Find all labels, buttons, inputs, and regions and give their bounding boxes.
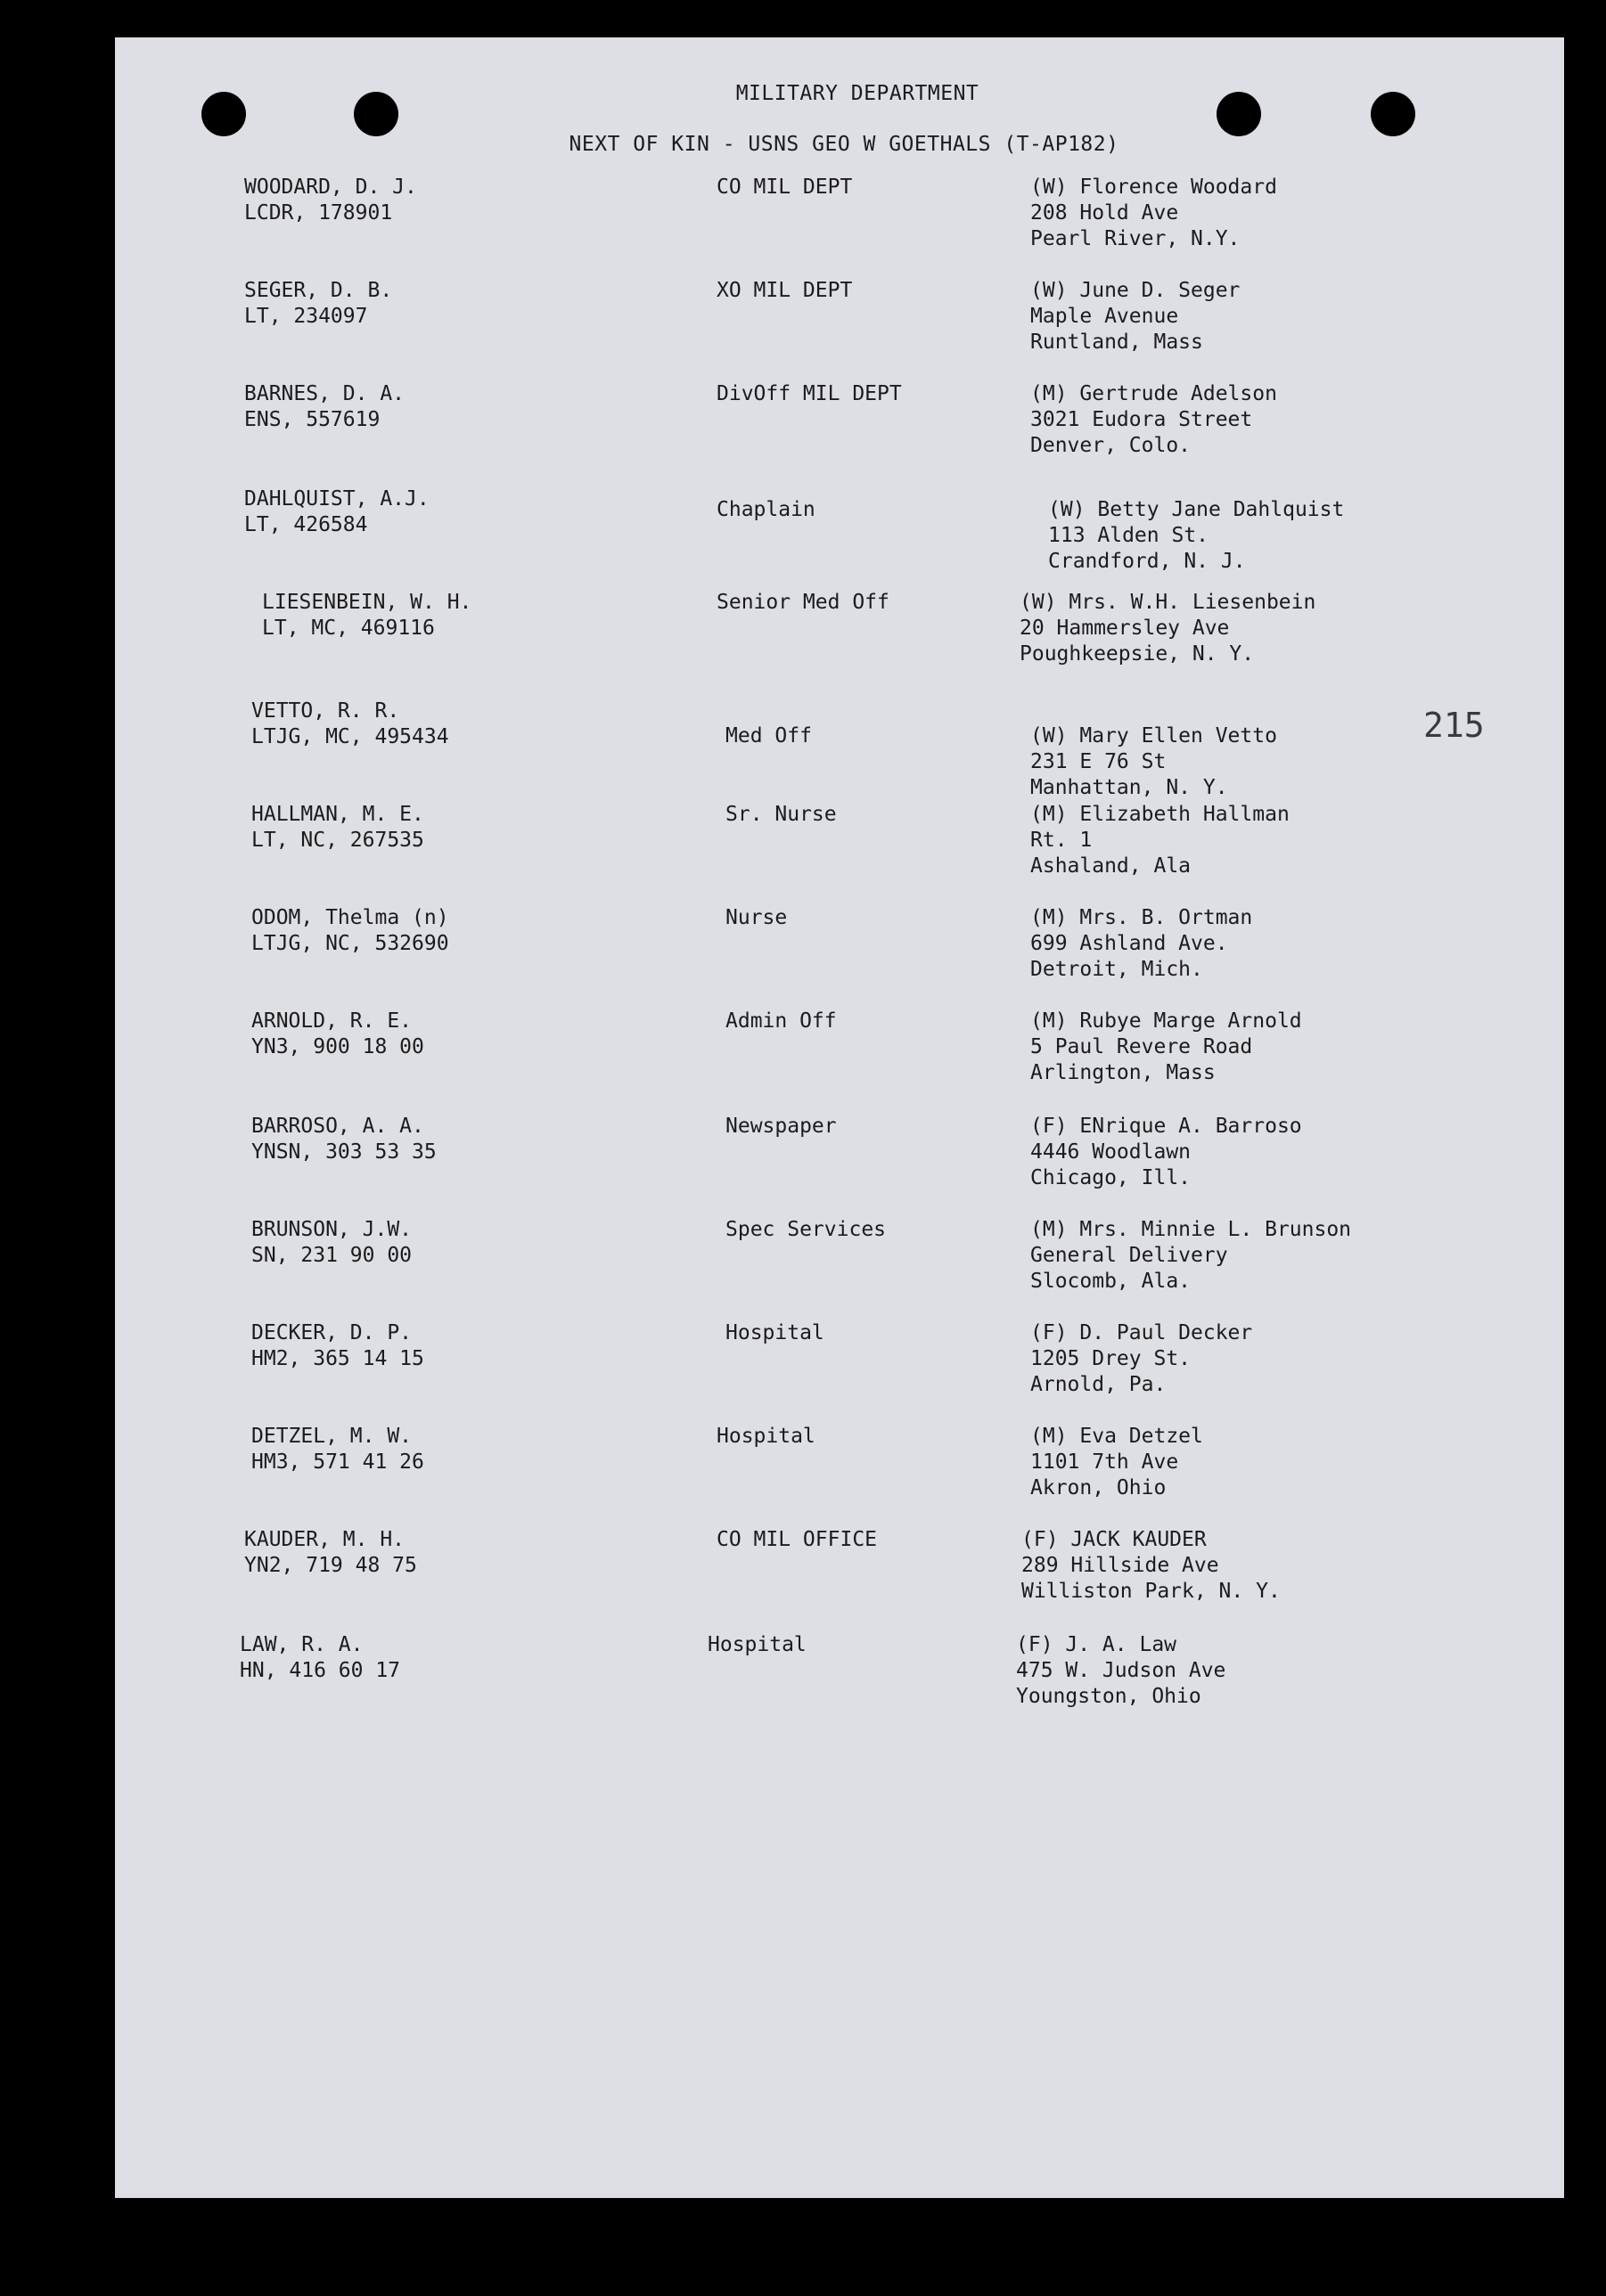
document-page bbox=[115, 37, 1564, 2198]
service-member-name bbox=[251, 1217, 412, 1269]
page-number: 215 bbox=[1423, 706, 1485, 745]
billet-position: Hospital bbox=[717, 1425, 815, 1448]
service-member-name bbox=[251, 1114, 437, 1165]
billet-position: CO MIL DEPT bbox=[717, 176, 853, 199]
next-of-kin-address bbox=[1030, 1424, 1203, 1501]
kin-address-line: Akron, Ohio bbox=[1030, 1476, 1167, 1499]
table-row bbox=[115, 486, 1564, 584]
kin-name-line: (M) Rubye Marge Arnold bbox=[1030, 1009, 1302, 1033]
billet-position: Hospital bbox=[725, 1321, 824, 1344]
kin-address-line: Chicago, Ill. bbox=[1030, 1166, 1192, 1189]
kin-address-line: Crandford, N. J. bbox=[1048, 550, 1246, 573]
table-row bbox=[115, 1320, 1564, 1418]
billet-position: Sr. Nurse bbox=[725, 803, 837, 826]
kin-address-line: 475 W. Judson Ave bbox=[1016, 1659, 1226, 1682]
table-row bbox=[115, 699, 1564, 797]
table-row bbox=[115, 278, 1564, 376]
next-of-kin-address bbox=[1020, 590, 1315, 667]
kin-address-line: Williston Park, N. Y. bbox=[1021, 1580, 1281, 1603]
kin-address-line: Denver, Colo. bbox=[1030, 434, 1192, 457]
billet-position: Senior Med Off bbox=[717, 591, 889, 614]
kin-name-line: (M) Eva Detzel bbox=[1030, 1425, 1203, 1448]
kin-address-line: Rt. 1 bbox=[1030, 829, 1093, 852]
member-name-line: LAW, R. A. bbox=[240, 1633, 364, 1656]
member-rank-number-line: LTJG, MC, 495434 bbox=[251, 725, 449, 748]
table-row bbox=[115, 1632, 1564, 1730]
kin-address-line: 5 Paul Revere Road bbox=[1030, 1035, 1253, 1058]
kin-address-line: 20 Hammersley Ave bbox=[1020, 617, 1230, 640]
kin-name-line: (W) June D. Seger bbox=[1030, 279, 1241, 302]
kin-address-line: Detroit, Mich. bbox=[1030, 958, 1203, 981]
member-rank-number-line: HM3, 571 41 26 bbox=[251, 1450, 424, 1474]
member-name-line: VETTO, R. R. bbox=[251, 699, 400, 723]
service-member-name bbox=[240, 1632, 400, 1684]
kin-name-line: (M) Elizabeth Hallman bbox=[1030, 803, 1290, 826]
next-of-kin-address bbox=[1021, 1527, 1281, 1605]
service-member-name bbox=[244, 1527, 417, 1579]
kin-address-line: 289 Hillside Ave bbox=[1021, 1554, 1219, 1577]
kin-address-line: 208 Hold Ave bbox=[1030, 201, 1179, 225]
kin-address-line: Manhattan, N. Y. bbox=[1030, 776, 1228, 799]
member-rank-number-line: LCDR, 178901 bbox=[244, 201, 393, 225]
next-of-kin-address bbox=[1030, 1009, 1302, 1086]
kin-address-line: Slocomb, Ala. bbox=[1030, 1270, 1192, 1293]
member-name-line: WOODARD, D. J. bbox=[244, 176, 417, 199]
kin-name-line: (W) Florence Woodard bbox=[1030, 176, 1277, 199]
member-rank-number-line: SN, 231 90 00 bbox=[251, 1244, 413, 1267]
billet-position: CO MIL OFFICE bbox=[717, 1528, 878, 1551]
kin-address-line: 231 E 76 St bbox=[1030, 750, 1167, 773]
next-of-kin-address bbox=[1030, 905, 1252, 983]
next-of-kin-address bbox=[1030, 723, 1277, 801]
table-row bbox=[115, 1527, 1564, 1625]
service-member-name bbox=[251, 1009, 424, 1060]
table-row bbox=[115, 1009, 1564, 1107]
kin-name-line: (M) Mrs. Minnie L. Brunson bbox=[1030, 1218, 1352, 1241]
service-member-name bbox=[251, 802, 424, 854]
member-name-line: DECKER, D. P. bbox=[251, 1321, 413, 1344]
kin-name-line: (W) Betty Jane Dahlquist bbox=[1048, 498, 1345, 521]
member-rank-number-line: YN3, 900 18 00 bbox=[251, 1035, 424, 1058]
next-of-kin-address bbox=[1030, 278, 1240, 355]
table-row bbox=[115, 905, 1564, 1003]
kin-name-line: (W) Mrs. W.H. Liesenbein bbox=[1020, 591, 1316, 614]
document-subtitle: NEXT OF KIN - USNS GEO W GOETHALS (T-AP182) bbox=[569, 133, 1119, 156]
service-member-name bbox=[262, 590, 471, 641]
next-of-kin-address bbox=[1030, 1217, 1351, 1295]
billet-position: Chaplain bbox=[717, 498, 815, 521]
member-name-line: KAUDER, M. H. bbox=[244, 1528, 406, 1551]
member-name-line: BRUNSON, J.W. bbox=[251, 1218, 413, 1241]
member-name-line: BARNES, D. A. bbox=[244, 382, 406, 405]
member-rank-number-line: LT, 426584 bbox=[244, 513, 368, 536]
member-name-line: SEGER, D. B. bbox=[244, 279, 393, 302]
kin-address-line: General Delivery bbox=[1030, 1244, 1228, 1267]
kin-address-line: 1205 Drey St. bbox=[1030, 1347, 1192, 1370]
table-row bbox=[115, 381, 1564, 479]
service-member-name bbox=[244, 175, 417, 226]
next-of-kin-address bbox=[1030, 1114, 1302, 1191]
member-rank-number-line: HN, 416 60 17 bbox=[240, 1659, 401, 1682]
next-of-kin-address bbox=[1030, 1320, 1252, 1398]
service-member-name bbox=[244, 486, 430, 538]
kin-address-line: Arnold, Pa. bbox=[1030, 1373, 1167, 1396]
member-name-line: LIESENBEIN, W. H. bbox=[262, 591, 472, 614]
kin-address-line: Arlington, Mass bbox=[1030, 1061, 1216, 1084]
member-rank-number-line: LT, 234097 bbox=[244, 305, 368, 328]
kin-name-line: (F) ENrique A. Barroso bbox=[1030, 1115, 1302, 1138]
service-member-name bbox=[244, 381, 405, 433]
kin-name-line: (M) Mrs. B. Ortman bbox=[1030, 906, 1253, 929]
table-row bbox=[115, 1114, 1564, 1212]
kin-address-line: 699 Ashland Ave. bbox=[1030, 932, 1228, 955]
member-rank-number-line: YNSN, 303 53 35 bbox=[251, 1140, 437, 1164]
kin-address-line: Poughkeepsie, N. Y. bbox=[1020, 642, 1255, 666]
kin-address-line: 4446 Woodlawn bbox=[1030, 1140, 1192, 1164]
kin-address-line: 3021 Eudora Street bbox=[1030, 408, 1253, 431]
member-rank-number-line: HM2, 365 14 15 bbox=[251, 1347, 424, 1370]
member-name-line: ARNOLD, R. E. bbox=[251, 1009, 413, 1033]
service-member-name bbox=[251, 1424, 424, 1475]
kin-address-line: Maple Avenue bbox=[1030, 305, 1179, 328]
member-name-line: BARROSO, A. A. bbox=[251, 1115, 424, 1138]
member-rank-number-line: LT, MC, 469116 bbox=[262, 617, 435, 640]
kin-name-line: (W) Mary Ellen Vetto bbox=[1030, 724, 1277, 748]
next-of-kin-address bbox=[1030, 802, 1290, 879]
member-name-line: ODOM, Thelma (n) bbox=[251, 906, 449, 929]
member-rank-number-line: LTJG, NC, 532690 bbox=[251, 932, 449, 955]
member-rank-number-line: LT, NC, 267535 bbox=[251, 829, 424, 852]
billet-position: Hospital bbox=[708, 1633, 807, 1656]
member-rank-number-line: YN2, 719 48 75 bbox=[244, 1554, 417, 1577]
next-of-kin-address bbox=[1030, 175, 1277, 252]
billet-position: Nurse bbox=[725, 906, 788, 929]
billet-position: Med Off bbox=[725, 724, 812, 748]
table-row bbox=[115, 590, 1564, 688]
document-title: MILITARY DEPARTMENT bbox=[735, 82, 979, 105]
kin-address-line: Pearl River, N.Y. bbox=[1030, 227, 1241, 250]
member-name-line: DETZEL, M. W. bbox=[251, 1425, 413, 1448]
billet-position: Newspaper bbox=[725, 1115, 837, 1138]
billet-position: Spec Services bbox=[725, 1218, 887, 1241]
kin-address-line: 113 Alden St. bbox=[1048, 524, 1209, 547]
kin-name-line: (F) J. A. Law bbox=[1016, 1633, 1177, 1656]
kin-address-line: Youngston, Ohio bbox=[1016, 1685, 1201, 1708]
table-row bbox=[115, 175, 1564, 273]
kin-address-line: 1101 7th Ave bbox=[1030, 1450, 1179, 1474]
service-member-name bbox=[251, 1320, 424, 1372]
member-rank-number-line: ENS, 557619 bbox=[244, 408, 381, 431]
table-row bbox=[115, 802, 1564, 900]
billet-position: XO MIL DEPT bbox=[717, 279, 853, 302]
service-member-name bbox=[251, 905, 449, 957]
table-row bbox=[115, 1424, 1564, 1522]
kin-name-line: (F) JACK KAUDER bbox=[1021, 1528, 1207, 1551]
member-name-line: DAHLQUIST, A.J. bbox=[244, 487, 430, 511]
next-of-kin-address bbox=[1030, 381, 1277, 459]
kin-address-line: Ashaland, Ala bbox=[1030, 854, 1192, 878]
kin-name-line: (F) D. Paul Decker bbox=[1030, 1321, 1253, 1344]
service-member-name bbox=[244, 278, 392, 330]
next-of-kin-address bbox=[1016, 1632, 1225, 1710]
service-member-name bbox=[251, 699, 449, 750]
billet-position: Admin Off bbox=[725, 1009, 837, 1033]
next-of-kin-address bbox=[1048, 497, 1344, 575]
table-row bbox=[115, 1217, 1564, 1315]
billet-position: DivOff MIL DEPT bbox=[717, 382, 902, 405]
member-name-line: HALLMAN, M. E. bbox=[251, 803, 424, 826]
kin-address-line: Runtland, Mass bbox=[1030, 331, 1203, 354]
kin-name-line: (M) Gertrude Adelson bbox=[1030, 382, 1277, 405]
